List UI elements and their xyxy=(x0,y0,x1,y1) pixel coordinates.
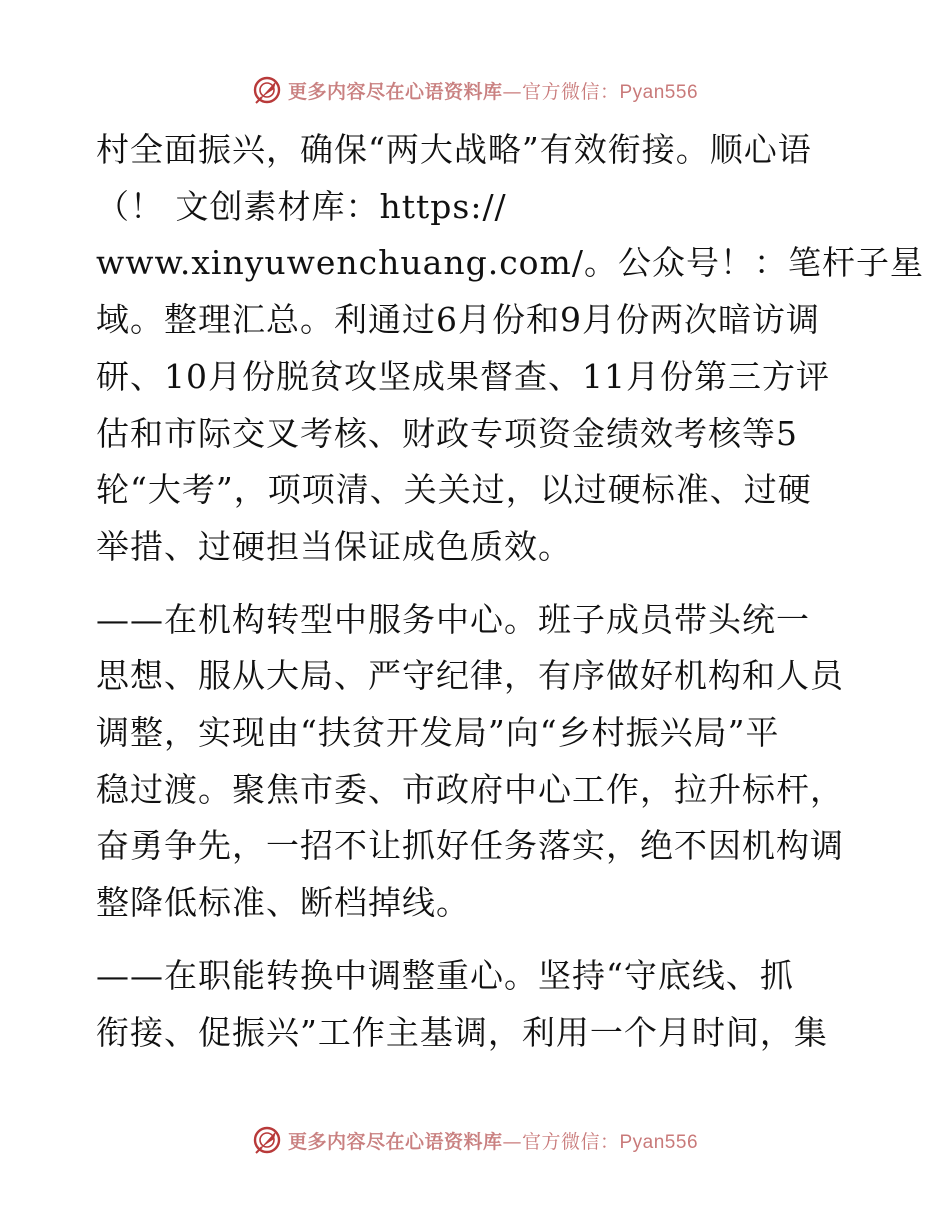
text-line: ——在职能转换中调整重心。坚持“守底线、抓 xyxy=(96,955,794,995)
quill-logo-icon xyxy=(252,75,282,105)
header-banner-lead: 更多内容尽在心语资料库 xyxy=(287,80,503,103)
paragraph-1 xyxy=(96,122,924,576)
text-line: 村全面振兴，确保“两大战略”有效衔接。顺心语 xyxy=(96,130,812,169)
text-line: 稳过渡。聚焦市委、市政府中心工作，拉升标杆， xyxy=(96,769,844,809)
text-line: www.xinyuwenchuang.com/。公众号！：笔杆子星 xyxy=(96,243,924,283)
header-banner-sep: — xyxy=(502,80,522,103)
text-line: 域。整理汇总。利通过6月份和9月份两次暗访调 xyxy=(96,300,820,340)
footer-banner-sep: — xyxy=(502,1130,522,1153)
header-banner-tail: 官方微信：Pyan556 xyxy=(522,81,699,103)
text-line: 衔接、促振兴”工作主基调，利用一个月时间，集 xyxy=(96,1012,828,1052)
document-body xyxy=(96,122,924,1061)
footer-banner-tail: 官方微信：Pyan556 xyxy=(522,1131,699,1153)
text-line: 轮“大考”，项项清、关关过，以过硬标准、过硬 xyxy=(96,470,812,510)
text-line: 调整，实现由“扶贫开发局”向“乡村振兴局”平 xyxy=(96,713,780,753)
footer-banner-text xyxy=(288,1127,698,1154)
text-line: ——在机构转型中服务中心。班子成员带头统一 xyxy=(96,599,810,639)
paragraph-3 xyxy=(96,948,856,1061)
text-line: 整降低标准、断档掉线。 xyxy=(96,883,470,923)
header-banner-text xyxy=(288,77,698,104)
header-banner xyxy=(0,70,950,110)
text-line: 思想、服从大局、严守纪律，有序做好机构和人员 xyxy=(96,656,844,696)
footer-banner-lead: 更多内容尽在心语资料库 xyxy=(287,1130,503,1153)
text-line: （！ 文创素材库：https:// xyxy=(96,186,507,226)
quill-logo-icon xyxy=(252,1125,282,1155)
text-line: 研、10月份脱贫攻坚成果督查、11月份第三方评 xyxy=(96,356,830,396)
text-line: 估和市际交叉考核、财政专项资金绩效考核等5 xyxy=(96,413,798,453)
paragraph-2 xyxy=(96,592,856,932)
footer-banner xyxy=(0,1120,950,1160)
text-line: 奋勇争先，一招不让抓好任务落实，绝不因机构调 xyxy=(96,826,844,866)
text-line: 举措、过硬担当保证成色质效。 xyxy=(96,526,572,566)
